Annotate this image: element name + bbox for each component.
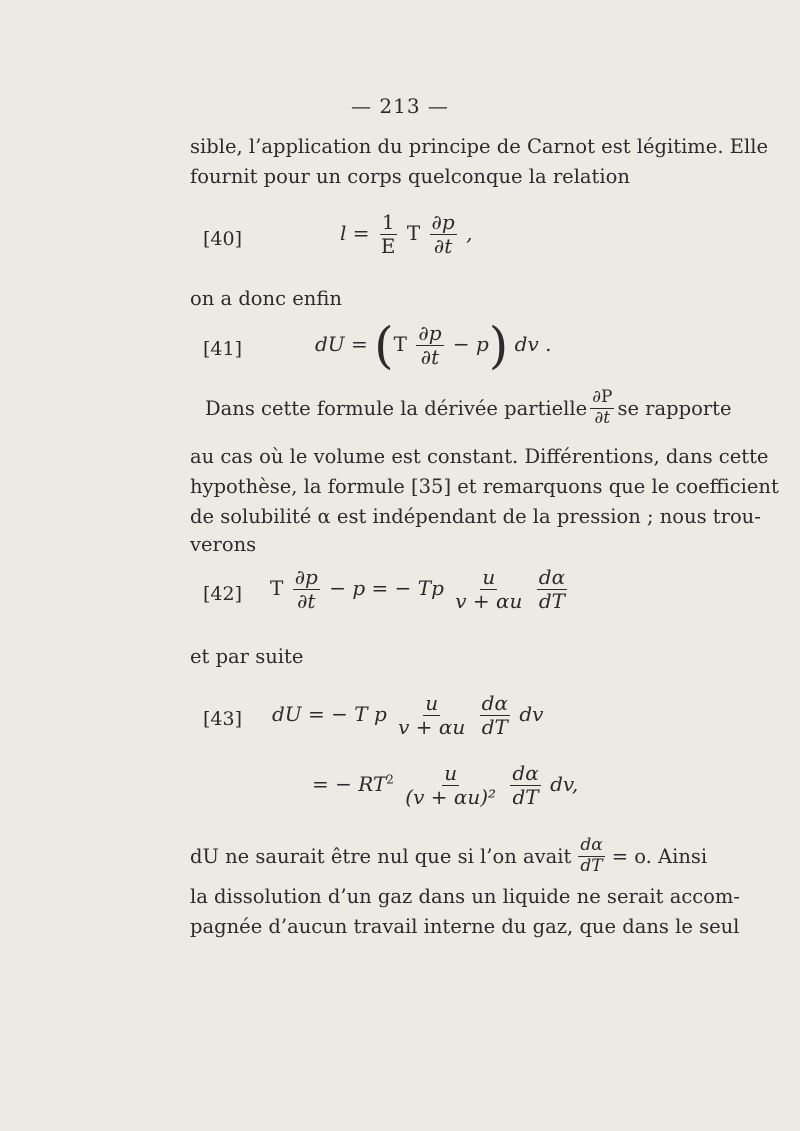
eq-tail: dv, (550, 772, 579, 796)
equation-number: [42] (203, 583, 243, 605)
denominator: v + αu (398, 715, 466, 739)
denominator: dT (580, 855, 603, 876)
paragraph-line: hypothèse, la formule [35] et remarquons que le coefficient (190, 475, 779, 498)
eq-term: T (270, 576, 284, 600)
fraction (480, 692, 510, 739)
fraction (590, 388, 614, 428)
fraction (416, 322, 443, 369)
eq-term: − p = − Tp (329, 576, 444, 600)
numerator: u (425, 691, 439, 715)
fraction (293, 566, 320, 613)
fraction (379, 211, 398, 258)
denominator: ∂t (420, 345, 440, 369)
numerator: u (482, 565, 496, 589)
eq-tail: dv (519, 702, 544, 726)
equation-43-continuation (312, 762, 578, 809)
equation-number: [40] (203, 228, 243, 250)
equation-40 (340, 211, 472, 258)
paragraph-line: verons (190, 533, 257, 556)
numerator: ∂p (418, 321, 442, 345)
close-paren: ) (488, 316, 509, 375)
eq-tail: dv . (514, 332, 552, 356)
equation-number: [41] (203, 338, 243, 360)
numerator: dα (538, 565, 566, 589)
eq-term: T (393, 332, 407, 356)
fraction (403, 762, 498, 809)
inline-text: Dans cette formule la dérivée partielle (205, 396, 588, 420)
fraction (396, 692, 467, 739)
numerator: dα (580, 835, 603, 855)
paragraph-line: la dissolution d’un gaz dans un liquide ne serait accom- (190, 885, 740, 908)
fraction (453, 566, 524, 613)
denominator: dT (481, 715, 508, 739)
denominator: ∂t (594, 407, 611, 428)
paragraph-line (190, 835, 708, 876)
equation-number: [43] (203, 708, 243, 730)
numerator: ∂p (431, 210, 455, 234)
eq-lhs: dU = − T p (272, 702, 387, 726)
superscript: 2 (386, 772, 394, 787)
denominator: v + αu (455, 589, 523, 613)
eq-tail: , (466, 221, 473, 245)
eq-lhs: l = (340, 221, 370, 245)
denominator: E (380, 234, 396, 258)
fraction (578, 836, 604, 876)
paragraph-line: et par suite (190, 645, 304, 668)
paragraph-line: fournit pour un corps quelconque la relation (190, 165, 630, 188)
denominator: ∂t (433, 234, 453, 258)
denominator: dT (538, 589, 565, 613)
paragraph-line: sible, l’application du principe de Carnot est légitime. Elle (190, 135, 768, 158)
eq-lhs: = − RT (312, 772, 387, 796)
numerator: ∂p (294, 565, 318, 589)
equation-43 (272, 692, 543, 739)
paragraph-line: au cas où le volume est constant. Différentions, dans cette (190, 445, 769, 468)
page-number: — 213 — (351, 94, 449, 118)
numerator: 1 (381, 210, 395, 234)
paragraph-line: de solubilité α est indépendant de la pression ; nous trou- (190, 505, 761, 528)
equation-41 (315, 316, 552, 375)
denominator: ∂t (297, 589, 316, 613)
eq-lhs: dU = (315, 332, 368, 356)
numerator: dα (512, 761, 539, 785)
inline-text: dU ne saurait être nul que si l’on avait (190, 844, 572, 868)
inline-text: se rapporte (617, 396, 732, 420)
equation-42 (270, 566, 570, 613)
fraction (430, 211, 457, 258)
numerator: ∂P (592, 387, 613, 407)
numerator: u (444, 761, 458, 785)
denominator: dT (512, 785, 539, 809)
fraction (537, 566, 567, 613)
paragraph-line: on a donc enfin (190, 287, 342, 310)
numerator: dα (481, 691, 508, 715)
denominator: (v + αu)² (405, 785, 497, 809)
eq-term: − p (452, 332, 489, 356)
eq-term: T (406, 221, 421, 245)
paragraph-line: pagnée d’aucun travail interne du gaz, que dans le seul (190, 915, 740, 938)
paragraph-line (205, 387, 732, 428)
open-paren: ( (374, 316, 394, 375)
inline-text: = o. Ainsi (611, 844, 708, 868)
fraction (510, 762, 540, 809)
